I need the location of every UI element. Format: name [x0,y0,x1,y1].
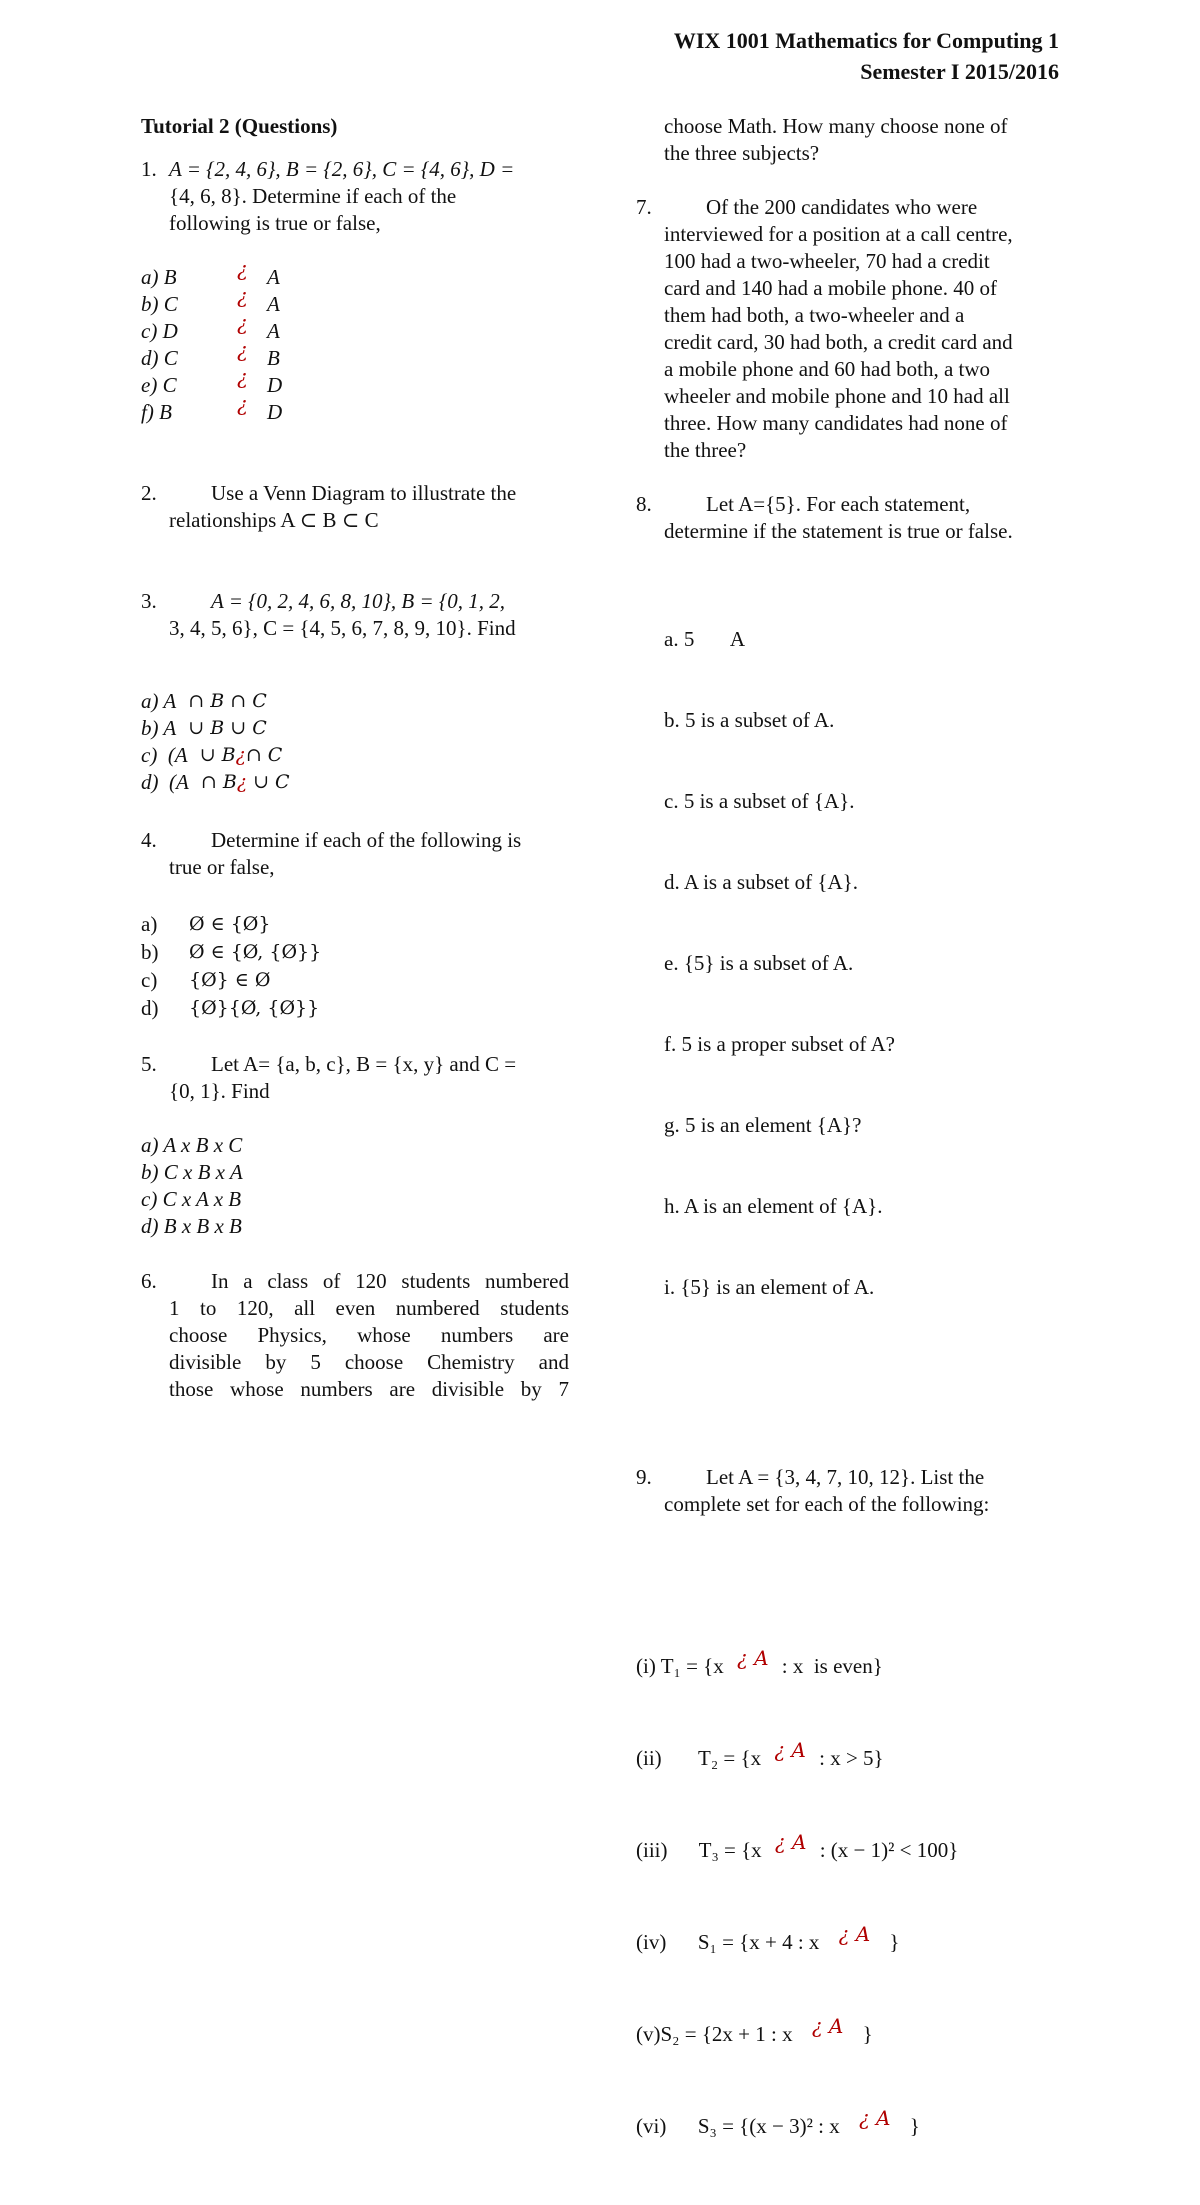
list-item: c) (A ∪ B ¿ ∩ C [141,743,283,767]
list-item: b. 5 is a subset of A. [664,708,835,732]
list-item: b) C x B x A [141,1160,243,1184]
question-text: three. How many candidates had none of [664,411,1008,435]
list-item: (iv) S₁ = {x + 4 : x ¿ A } [636,1922,900,1954]
list-item: f) B ¿ D [141,392,283,424]
list-item: e. {5} is a subset of A. [664,951,854,975]
list-item: d) C ¿ B [141,338,280,370]
list-item: (vi) S₃ = {(x − 3)² : x ¿ A } [636,2106,920,2138]
question-text: interviewed for a position at a call centre, [664,222,1013,246]
question-text: 3, 4, 5, 6}, C = {4, 5, 6, 7, 8, 9, 10}. Find [169,616,516,640]
list-item: g. 5 is an element {A}? [664,1113,862,1137]
q9-items [636,1599,1064,2205]
list-item: d) (A ∩ B ¿ ∪ C [141,770,290,794]
list-item: a) B ¿ A [141,257,280,289]
list-item: h. A is an element of {A}. [664,1194,883,1218]
question-text: A = {2, 4, 6}, B = {2, 6}, C = {4, 6}, D = [169,157,515,181]
semester-label: Semester I 2015/2016 [860,59,1059,84]
list-item: b) A ∪ B ∪ C [141,716,267,740]
question-number: 8. [636,492,652,516]
list-item: (i) T₁ = {x ¿ A : x is even} [636,1646,883,1678]
q4-items [141,911,569,1023]
course-title: WIX 1001 Mathematics for Computing 1 [673,28,1059,53]
question-9 [636,1464,1064,1518]
question-text: Let A={5}. For each statement, [706,492,971,516]
question-1 [141,156,569,237]
right-column [636,113,1064,2205]
question-text: choose Physics, whose numbers are [169,1323,569,1347]
list-item: i. {5} is an element of A. [664,1275,875,1299]
question-text: In a class of 120 students numbered [211,1269,569,1293]
q3-items [141,688,569,796]
question-text: {4, 6, 8}. Determine if each of the [169,184,457,208]
list-item: c) C x A x B [141,1187,242,1211]
question-text: following is true or false, [169,211,381,235]
question-text: Let A= {a, b, c}, B = {x, y} and C = [211,1052,517,1076]
list-item: a) A ∩ B ∩ C [141,689,267,713]
question-text: true or false, [169,855,275,879]
left-column [141,113,569,1403]
question-text: credit card, 30 had both, a credit card and [664,330,1013,354]
q1-items [141,257,569,426]
question-3 [141,588,569,642]
list-item: d) B x B x B [141,1214,242,1238]
question-text: A = {0, 2, 4, 6, 8, 10}, B = {0, 1, 2, [211,589,506,613]
list-item: a) A x B x C [141,1133,243,1157]
question-number: 1. [141,157,157,181]
question-text: the three subjects? [664,141,820,165]
question-4 [141,827,569,881]
question-text: Use a Venn Diagram to illustrate the [211,481,517,505]
list-item: a) Ø ∈ {Ø} [141,912,271,936]
list-item: d. A is a subset of {A}. [664,870,858,894]
question-text: Of the 200 candidates who were [706,195,978,219]
question-text: Let A = {3, 4, 7, 10, 12}. List the [706,1465,985,1489]
question-text: wheeler and mobile phone and 10 had all [664,384,1010,408]
question-text: divisible by 5 choose Chemistry and [169,1350,569,1374]
question-number: 2. [141,481,157,505]
question-text: determine if the statement is true or false. [664,519,1013,543]
list-item: f. 5 is a proper subset of A? [664,1032,895,1056]
question-text: {0, 1}. Find [169,1079,270,1103]
list-item: (ii) T₂ = {x ¿ A : x > 5} [636,1738,884,1770]
question-6 [141,1268,569,1403]
question-2 [141,480,569,534]
question-number: 5. [141,1052,157,1076]
question-text: Determine if each of the following is [211,828,522,852]
list-item: c) D ¿ A [141,311,280,343]
question-text: 100 had a two-wheeler, 70 had a credit [664,249,990,273]
question-text: them had both, a two-wheeler and a [664,303,965,327]
list-item: c. 5 is a subset of {A}. [664,789,855,813]
question-7 [636,194,1064,464]
list-item: c) {Ø} ∈ Ø [141,968,271,992]
question-text: 1 to 120, all even numbered students [169,1296,569,1320]
question-number: 9. [636,1465,652,1489]
list-item: b) Ø ∈ {Ø, {Ø}} [141,940,322,964]
question-text: a mobile phone and 60 had both, a two [664,357,991,381]
question-text: complete set for each of the following: [664,1492,990,1516]
question-8 [636,491,1064,545]
question-number: 4. [141,828,157,852]
question-5 [141,1051,569,1105]
list-item: (v)S₂ = {2x + 1 : x ¿ A } [636,2014,873,2046]
question-text: choose Math. How many choose none of [664,114,1008,138]
q5-items [141,1132,569,1240]
list-item: a. 5 A [664,627,746,651]
question-number: 7. [636,195,652,219]
list-item: e) C ¿ D [141,365,283,397]
list-item: (iii) T₃ = {x ¿ A : (x − 1)² < 100} [636,1830,959,1862]
question-text: card and 140 had a mobile phone. 40 of [664,276,997,300]
question-text: relationships A ⊂ B ⊂ C [169,508,379,532]
list-item: d) {Ø}{Ø, {Ø}} [141,996,320,1020]
list-item: b) C ¿ A [141,284,280,316]
q8-items [636,572,1064,1355]
page-title: Tutorial 2 (Questions) [141,114,338,138]
question-number: 3. [141,589,157,613]
question-6-continued [636,113,1064,167]
question-text: those whose numbers are divisible by 7 [169,1377,569,1401]
question-text: the three? [664,438,747,462]
question-number: 6. [141,1269,157,1293]
